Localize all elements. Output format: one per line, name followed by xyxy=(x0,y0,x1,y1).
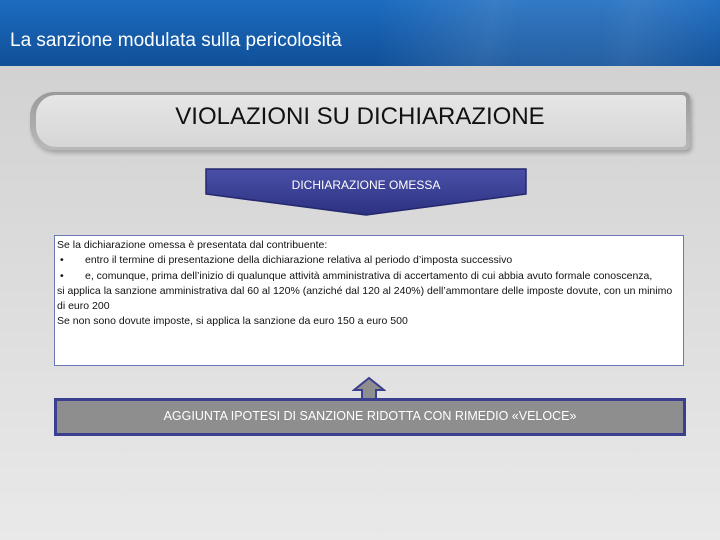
section-title: VIOLAZIONI SU DICHIARAZIONE xyxy=(175,103,545,130)
list-item-text: e, comunque, prima dell’inizio di qualunque attività amministrativa di accertamento di cui abbia avuto formale conoscenza, xyxy=(85,269,653,282)
content-box xyxy=(54,235,684,366)
header-shine xyxy=(520,0,720,66)
list-item xyxy=(57,253,677,268)
bullet-icon: • xyxy=(60,254,64,267)
sanction-text: si applica la sanzione amministrativa dal 60 al 120% (anziché dal 120 al 240%) dell’ammontare delle imposte dovute, con un minimo di euro 200 xyxy=(57,284,673,313)
header-bar xyxy=(0,0,720,66)
page-title: La sanzione modulata sulla pericolosità xyxy=(10,30,342,51)
no-tax-text: Se non sono dovute imposte, si applica la sanzione da euro 150 a euro 500 xyxy=(57,315,408,328)
arrow-label: DICHIARAZIONE OMESSA xyxy=(291,178,441,192)
bullet-icon: • xyxy=(60,269,64,282)
list-item-text: entro il termine di presentazione della dichiarazione relativa al periodo d’imposta successivo xyxy=(85,254,513,267)
list-item xyxy=(57,269,677,284)
up-arrow-icon xyxy=(352,376,386,400)
intro-text: Se la dichiarazione omessa è presentata dal contribuente: xyxy=(57,239,328,251)
bottom-callout-label: AGGIUNTA IPOTESI DI SANZIONE RIDOTTA CON RIMEDIO «VELOCE» xyxy=(163,409,577,423)
